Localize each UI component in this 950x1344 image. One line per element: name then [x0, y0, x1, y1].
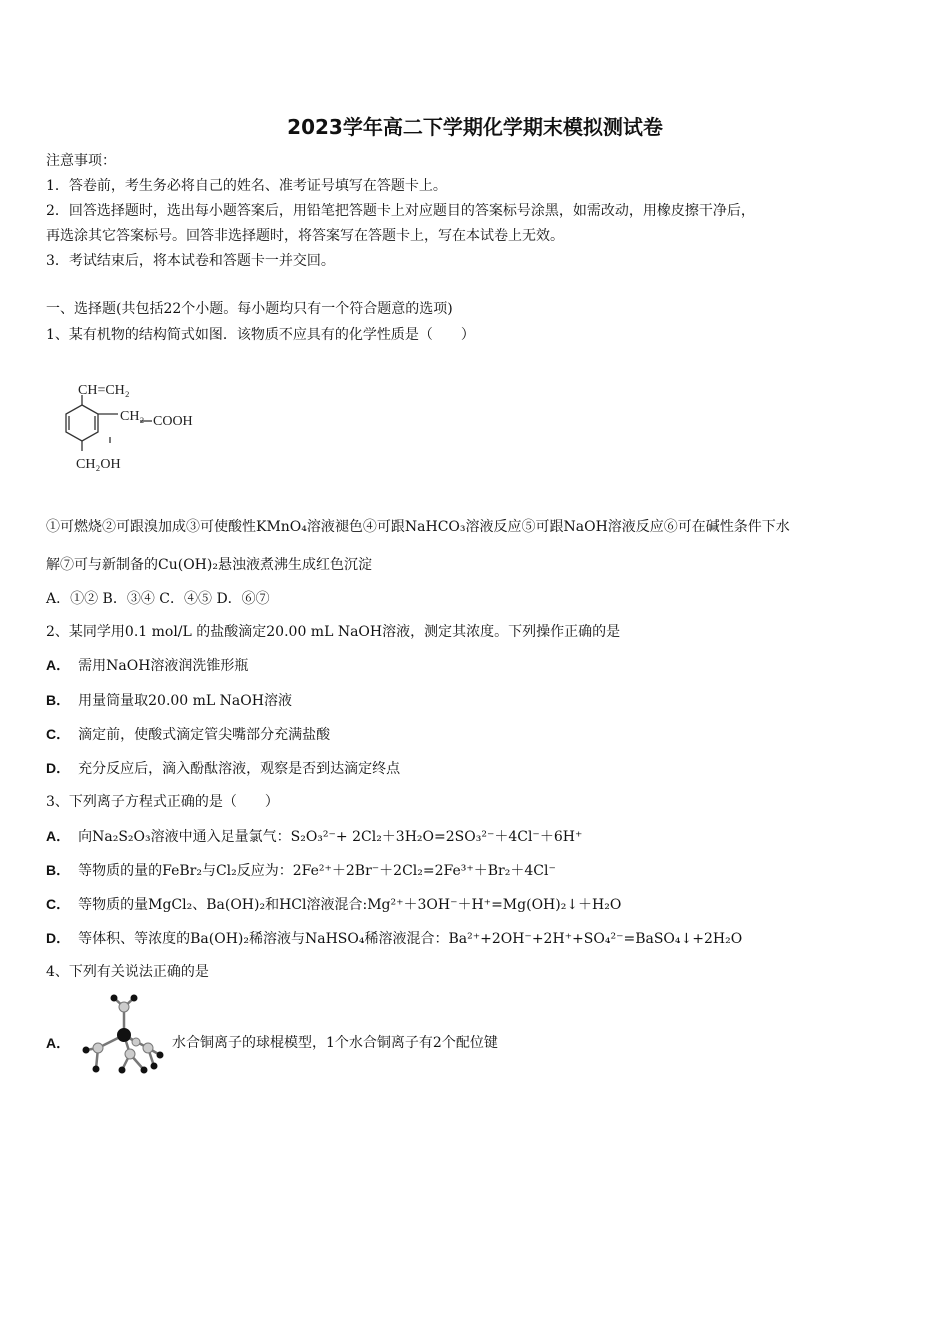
q1-properties-line1: ①可燃烧②可跟溴加成③可使酸性KMnO₄溶液褪色④可跟NaHCO₃溶液反应⑤可跟NaOH溶液反应⑥可在碱性条件下水 [46, 519, 790, 535]
q3-option-c [46, 894, 621, 915]
q2-option-b [46, 690, 292, 711]
q2-option-a-text: 需用NaOH溶液润洗锥形瓶 [78, 658, 249, 674]
notice-item-1: 1．答卷前，考生务必将自己的姓名、准考证号填写在答题卡上。 [46, 178, 447, 194]
option-letter: C． [46, 896, 71, 912]
q3-option-d [46, 928, 742, 949]
notice-item-2a: 2．回答选择题时，选出每小题答案后，用铅笔把答题卡上对应题目的答案标号涂黑，如需改动，用橡皮擦干净后， [46, 203, 755, 219]
cooh-label: COOH [153, 414, 193, 429]
q1-properties-line2: 解⑦可与新制备的Cu(OH)₂悬浊液煮沸生成红色沉淀 [46, 557, 372, 573]
q1-options: A．①② B．③④ C．④⑤ D．⑥⑦ [46, 591, 270, 607]
notice-item-2b: 再选涂其它答案标号。回答非选择题时，将答案写在答题卡上，写在本试卷上无效。 [46, 228, 564, 244]
q3-option-a-text: 向Na₂S₂O₃溶液中通入足量氯气：S₂O₃²⁻+ 2Cl₂＋3H₂O=2SO₃²⁻＋4Cl⁻＋6H⁺ [78, 829, 583, 845]
option-letter: A． [46, 1035, 71, 1051]
option-letter: B． [46, 862, 71, 878]
q2-option-d [46, 758, 400, 779]
notice-heading: 注意事项： [46, 153, 116, 169]
q3-option-b-text: 等物质的量的FeBr₂与Cl₂反应为：2Fe²⁺＋2Br⁻＋2Cl₂=2Fe³⁺＋Br₂＋4Cl⁻ [78, 863, 556, 879]
q2-option-d-text: 充分反应后，滴入酚酞溶液，观察是否到达滴定终点 [78, 761, 401, 777]
option-letter: A． [46, 657, 71, 673]
q2-option-c [46, 724, 330, 745]
option-letter: D． [46, 760, 71, 776]
q2-option-b-text: 用量筒量取20.00 mL NaOH溶液 [78, 693, 292, 709]
option-letter: B． [46, 692, 71, 708]
q2-option-a [46, 655, 248, 676]
q1-stem: 1、某有机物的结构简式如图．该物质不应具有的化学性质是（ ） [46, 327, 475, 343]
q4-option-a-text: 水合铜离子的球棍模型，1个水合铜离子有2个配位键 [172, 1035, 498, 1051]
ch2oh-label: CH₂OH [76, 457, 121, 472]
q3-option-c-text: 等物质的量MgCl₂、Ba(OH)₂和HCl溶液混合:Mg²⁺＋3OH⁻＋H⁺=Mg(OH)₂↓＋H₂O [78, 897, 622, 913]
q3-option-d-text: 等体积、等浓度的Ba(OH)₂稀溶液与NaHSO₄稀溶液混合：Ba²⁺+2OH⁻+2H⁺+SO₄²⁻=BaSO₄↓+2H₂O [78, 931, 743, 947]
q1-structure-formula [60, 375, 220, 480]
ch2-label: CH₂ [120, 409, 145, 424]
notice-item-3: 3．考试结束后，将本试卷和答题卡一并交回。 [46, 253, 335, 269]
section-heading: 一、选择题(共包括22个小题。每小题均只有一个符合题意的选项) [46, 301, 453, 317]
q2-option-c-text: 滴定前，使酸式滴定管尖嘴部分充满盐酸 [78, 727, 331, 743]
q3-option-a [46, 826, 582, 847]
q3-option-b [46, 860, 556, 881]
hydrated-copper-ion-model [72, 992, 172, 1090]
q4-stem: 4、下列有关说法正确的是 [46, 964, 209, 980]
vinyl-label: CH=CH₂ [78, 383, 130, 398]
option-letter: C． [46, 726, 71, 742]
option-letter: D． [46, 930, 71, 946]
page-title: 2023学年高二下学期化学期末模拟测试卷 [287, 115, 663, 139]
q3-stem: 3、下列离子方程式正确的是（ ） [46, 794, 279, 810]
option-letter: A． [46, 828, 71, 844]
q2-stem: 2、某同学用0.1 mol/L 的盐酸滴定20.00 mL NaOH溶液，测定其浓度。下列操作正确的是 [46, 624, 621, 640]
